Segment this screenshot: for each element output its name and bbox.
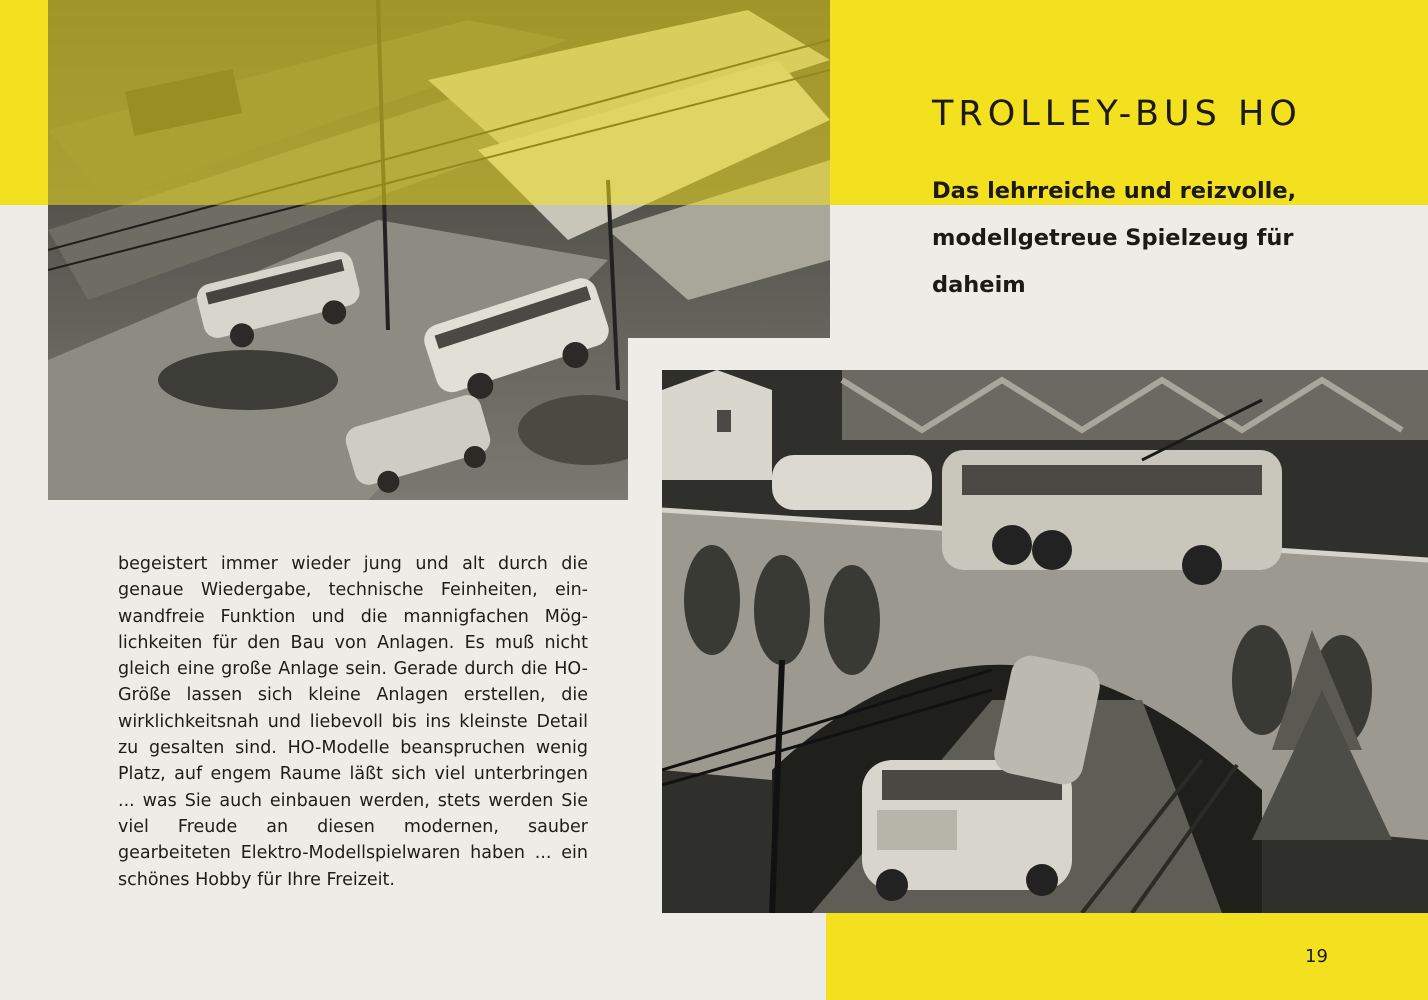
body-paragraph: begeistert immer wieder jung und alt durch die genaue Wiedergabe, technische Feinheiten, einwandfreie Funktion und die mannigfachen Möglichkeiten für den Bau von Anlagen. Es muß nicht gleich eine große Anlage sein. Gerade durch die HO-Größe lassen sich kleine Anlagen erstellen, die wirklichkeitsnah und liebevoll bis ins kleinste Detail zu gesalten sind. HO-Modelle beanspruchen wenig Platz, auf engem Raume läßt sich viel unterbringen ... was Sie auch einbauen werden, stets werden Sie viel Freude an diesen modernen, sauber gearbeiteten Elektro-Modellspielwaren haben ... ein schönes Hobby für Ihre Freizeit.: [118, 554, 588, 890]
page-title: TROLLEY-BUS HO: [932, 94, 1302, 134]
yellow-band-bottom: [826, 912, 1428, 1000]
page-number: 19: [1305, 946, 1328, 967]
photo-trolleybus-bridge: [662, 370, 1428, 913]
page-subtitle: Das lehrreiche und reizvolle, modellgetreue Spielzeug für daheim: [932, 178, 1297, 298]
